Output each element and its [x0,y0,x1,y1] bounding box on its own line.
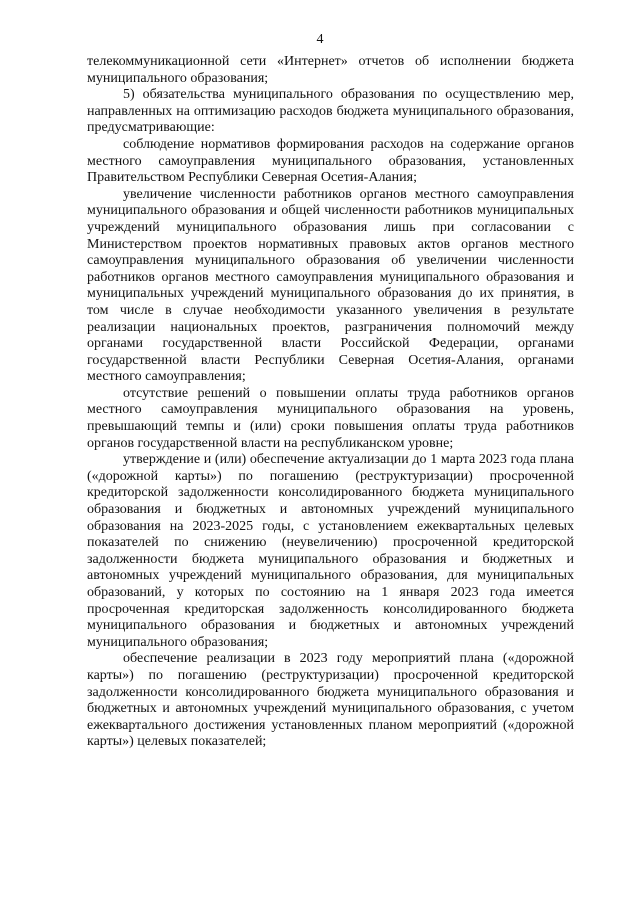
paragraph-roadmap-approval: утверждение и (или) обеспечение актуализации до 1 марта 2023 года плана («дорожной карты») по погашению (реструктуризации) просроченной кредиторской задолженности консолидированного бюджета муниципального образования и бюджетных и автономных учреждений муниципального образования на 2023-2025 годы, с установлением ежеквартальных целевых показателей по снижению (неувеличению) просроченной кредиторской задолженности бюджета муниципального образования и бюджетных и автономных учреждений муниципального образования, для муниципальных образований, у которых по состоянию на 1 января 2023 года имеется просроченная кредиторская задолженность консолидированного бюджета муниципального образования и бюджетных и автономных учреждений муниципального образования; [87,452,574,650]
paragraph-roadmap-implementation: обеспечение реализации в 2023 году мероприятий плана («дорожной карты») по погашению (реструктуризации) просроченной кредиторской задолженности консолидированного бюджета муниципального образования и бюджетных и автономных учреждений муниципального образования, с учетом ежеквартального достижения установленных планом мероприятий («дорожной карты») целевых показателей; [87,651,574,750]
document-body [87,54,574,751]
paragraph-continuation: телекоммуникационной сети «Интернет» отчетов об исполнении бюджета муниципального образования; [87,54,574,86]
paragraph-salary-increase: отсутствие решений о повышении оплаты труда работников органов местного самоуправления муниципального образования на уровень, превышающий темпы и (или) сроки повышения оплаты труда работников органов государственной власти на республиканском уровне; [87,385,574,451]
paragraph-item-5: 5) обязательства муниципального образования по осуществлению мер, направленных на оптимизацию расходов бюджета муниципального образования, предусматривающие: [87,87,574,136]
paragraph-staff-increase: увеличение численности работников органов местного самоуправления муниципального образования и общей численности работников муниципальных учреждений муниципального образования лишь при согласовании с Министерством проектов нормативных правовых актов органов местного самоуправления муниципального образования об увеличении численности работников органов местного самоуправления муниципального образования и муниципальных учреждений муниципального образования до их принятия, в том числе в случае необходимости указанного увеличения в результате реализации национальных проектов, разграничения полномочий между органами государственной власти Российской Федерации, органами государственной власти Республики Северная Осетия-Алания, органами местного самоуправления; [87,186,574,385]
page-number: 4 [316,32,324,47]
paragraph-expense-standards: соблюдение нормативов формирования расходов на содержание органов местного самоуправления муниципального образования, установленных Правительством Республики Северная Осетия-Алания; [87,136,574,186]
